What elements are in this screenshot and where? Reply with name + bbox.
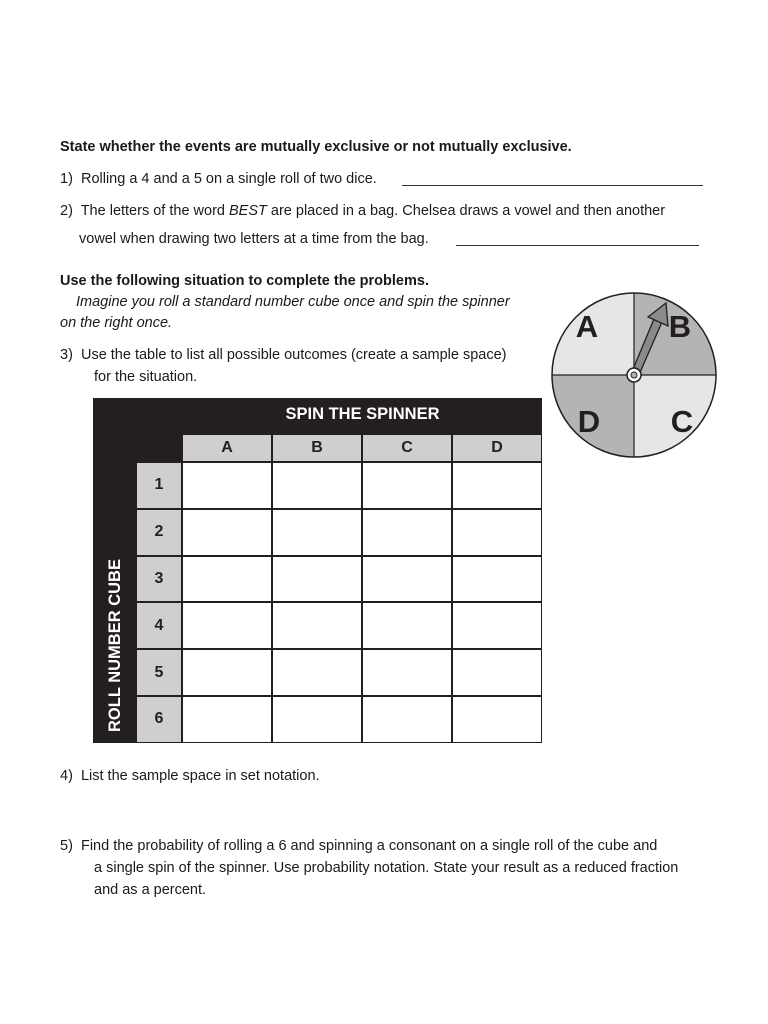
- outcome-cell-5-b[interactable]: [272, 649, 362, 696]
- outcome-cell-4-d[interactable]: [452, 602, 542, 649]
- question-1: [60, 171, 377, 187]
- outcome-cell-4-a[interactable]: [182, 602, 272, 649]
- situation-line-1: Imagine you roll a standard number cube once and spin the spinner: [76, 294, 510, 310]
- question-number: 2): [60, 203, 73, 219]
- row-header-3: 3: [136, 556, 182, 603]
- spinner-label-c: C: [670, 404, 694, 439]
- table-corner: [136, 434, 182, 462]
- outcome-cell-2-a[interactable]: [182, 509, 272, 556]
- outcome-cell-3-c[interactable]: [362, 556, 452, 603]
- question-4: [60, 768, 320, 784]
- column-header-a: A: [182, 434, 272, 462]
- question-text: List the sample space in set notation.: [80, 768, 320, 784]
- column-header-c: C: [362, 434, 452, 462]
- column-header-d: D: [452, 434, 542, 462]
- question-3: [60, 347, 507, 363]
- outcome-cell-6-b[interactable]: [272, 696, 362, 743]
- outcome-cell-6-c[interactable]: [362, 696, 452, 743]
- table-title: SPIN THE SPINNER: [285, 405, 440, 423]
- outcome-cell-5-a[interactable]: [182, 649, 272, 696]
- word-best: BEST: [229, 203, 267, 219]
- question-3-line-2: for the situation.: [94, 369, 198, 385]
- spinner: [549, 289, 719, 461]
- outcome-cell-4-c[interactable]: [362, 602, 452, 649]
- outcome-cell-2-b[interactable]: [272, 509, 362, 556]
- question-number: 4): [60, 768, 73, 784]
- section-heading-situation: Use the following situation to complete the problems.: [60, 273, 429, 289]
- outcome-cell-1-d[interactable]: [452, 462, 542, 509]
- outcome-cell-2-c[interactable]: [362, 509, 452, 556]
- question-text: Rolling a 4 and a 5 on a single roll of two dice.: [80, 171, 377, 187]
- outcome-cell-3-d[interactable]: [452, 556, 542, 603]
- question-2-line-2: vowel when drawing two letters at a time from the bag.: [79, 231, 429, 247]
- outcome-cell-1-c[interactable]: [362, 462, 452, 509]
- question-number: 5): [60, 838, 73, 854]
- row-header-1: 1: [136, 462, 182, 509]
- row-header-2: 2: [136, 509, 182, 556]
- outcome-cell-6-a[interactable]: [182, 696, 272, 743]
- outcome-cell-5-c[interactable]: [362, 649, 452, 696]
- situation-line-2: on the right once.: [60, 315, 173, 331]
- sample-space-table: [93, 398, 542, 743]
- spinner-label-d: D: [577, 404, 601, 439]
- question-5: [60, 838, 657, 854]
- question-number: 3): [60, 347, 73, 363]
- row-header-4: 4: [136, 602, 182, 649]
- outcome-cell-1-b[interactable]: [272, 462, 362, 509]
- answer-line-2[interactable]: [456, 244, 699, 246]
- spinner-label-a: A: [575, 309, 599, 344]
- outcome-cell-3-b[interactable]: [272, 556, 362, 603]
- row-header-5: 5: [136, 649, 182, 696]
- outcome-cell-2-d[interactable]: [452, 509, 542, 556]
- outcome-cell-1-a[interactable]: [182, 462, 272, 509]
- question-5-line-3: and as a percent.: [94, 882, 207, 898]
- outcome-cell-5-d[interactable]: [452, 649, 542, 696]
- section-heading-mutually-exclusive: State whether the events are mutually exclusive or not mutually exclusive.: [60, 139, 572, 155]
- question-text: Use the table to list all possible outcomes (create a sample space): [80, 347, 507, 363]
- table-side-title: ROLL NUMBER CUBE: [106, 559, 124, 732]
- question-text-cont: are placed in a bag. Chelsea draws a vowel and then another: [266, 203, 666, 219]
- spinner-label-b: B: [668, 309, 692, 344]
- column-header-b: B: [272, 434, 362, 462]
- outcome-cell-6-d[interactable]: [452, 696, 542, 743]
- question-text: The letters of the word: [80, 203, 229, 219]
- row-header-6: 6: [136, 696, 182, 743]
- outcome-cell-3-a[interactable]: [182, 556, 272, 603]
- question-text: Find the probability of rolling a 6 and spinning a consonant on a single roll of the cube and: [80, 838, 658, 854]
- question-2: [60, 203, 665, 219]
- answer-line-1[interactable]: [402, 184, 703, 186]
- question-5-line-2: a single spin of the spinner. Use probability notation. State your result as a reduced fraction: [94, 860, 679, 876]
- question-number: 1): [60, 171, 73, 187]
- outcome-cell-4-b[interactable]: [272, 602, 362, 649]
